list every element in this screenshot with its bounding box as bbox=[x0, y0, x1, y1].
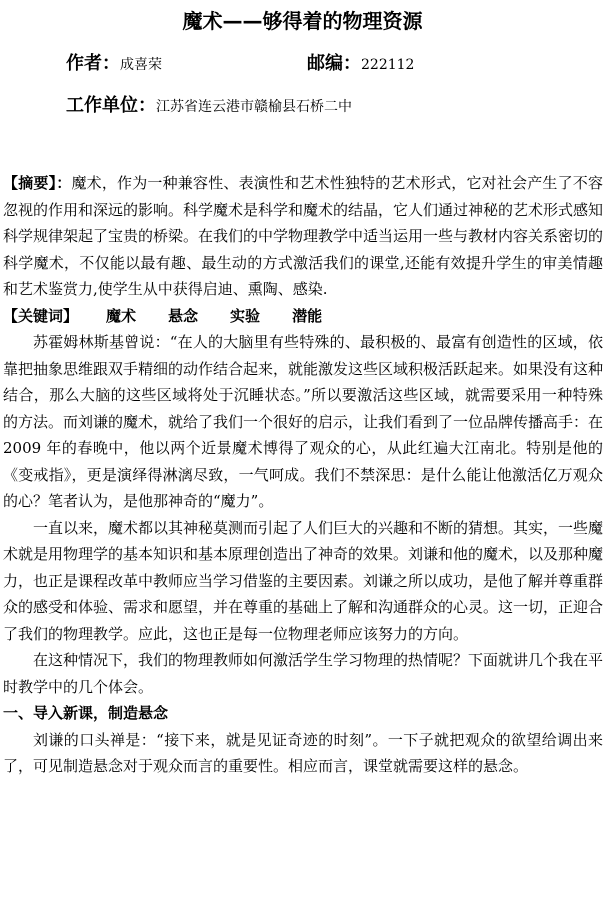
keywords-line bbox=[3, 303, 603, 330]
keyword-item: 悬念 bbox=[168, 306, 199, 325]
work-unit-name: 江苏省连云港市赣榆县石桥二中 bbox=[156, 99, 352, 115]
body-paragraph: 一直以来，魔术都以其神秘莫测而引起了人们巨大的兴趣和不断的猜想。其实，一些魔术就是用物理学的基本知识和基本原理创造出了神奇的效果。刘谦和他的魔术，以及那种魔力，也正是课程改革中教师应当学习借鉴的主要因素。刘谦之所以成功，是他了解并尊重群众的感受和体验、需求和愿望，并在尊重的基础上了解和沟通群众的心灵。这一切，正迎合了我们的物理教学。应此，这也正是每一位物理老师应该努力的方向。 bbox=[3, 518, 604, 643]
zip-line bbox=[307, 52, 414, 77]
keyword-item: 潜能 bbox=[292, 306, 323, 325]
author-label: 作者： bbox=[66, 53, 120, 74]
zip-code: 222112 bbox=[361, 57, 415, 73]
abstract-label: 【摘要】： bbox=[3, 174, 72, 192]
author-line bbox=[66, 52, 162, 77]
work-unit-line bbox=[66, 94, 352, 119]
keyword-item: 魔术 bbox=[106, 306, 137, 325]
section-heading: 一、导入新课，制造悬念 bbox=[3, 704, 169, 722]
keyword-item: 实验 bbox=[230, 306, 261, 325]
abstract-text: 魔术，作为一种兼容性、表演性和艺术性独特的艺术形式，它对社会产生了不容忽视的作用和深远的影响。科学魔术是科学和魔术的结晶，它人们通过神秘的艺术形式感知科学规律架起了宝贵的桥梁。在我们的中学物理教学中适当运用一些与教材内容关系密切的科学魔术，不仅能以最有趣、最生动的方式激活我们的课堂,还能有效提升学生的审美情趣和艺术鉴赏力,使学生从中获得启迪、熏陶、感染. bbox=[3, 174, 604, 298]
section-paragraph: 刘谦的口头禅是：“接下来，就是见证奇迹的时刻”。一下子就把观众的欲望给调出来了，可见制造悬念对于观众而言的重要性。相应而言，课堂就需要这样的悬念。 bbox=[3, 730, 603, 775]
document-title: 魔术——够得着的物理资源 bbox=[182, 9, 423, 33]
zip-label: 邮编： bbox=[307, 53, 361, 74]
abstract-paragraph bbox=[3, 170, 603, 303]
work-unit-label: 工作单位： bbox=[66, 95, 156, 116]
keywords-label: 【关键词】 bbox=[3, 306, 79, 325]
author-name: 成喜荣 bbox=[120, 57, 162, 73]
body-paragraph: 苏霍姆林斯基曾说：“在人的大脑里有些特殊的、最积极的、最富有创造性的区域，依靠把抽象思维跟双手精细的动作结合起来，就能激发这些区域积极活跃起来。如果没有这种结合，那么大脑的这些区域将处于沉睡状态。”所以要激活这些区域，就需要采用一种特殊的方法。而刘谦的魔术，就给了我们一个很好的启示，让我们看到了一位品牌传播高手：在 2009 年的春晚中，他以两个近景魔术博得了观众的心，从此红遍大江南北。特别是他的《变戒指》，更是演绎得淋漓尽致，一气呵成。我们不禁深思：是什么能让他激活亿万观众的心？笔者认为，是他那神奇的“魔力”。 bbox=[3, 333, 604, 510]
body-paragraph: 在这种情况下，我们的物理教师如何激活学生学习物理的热情呢？下面就讲几个我在平时教学中的几个体会。 bbox=[3, 651, 604, 696]
document-body bbox=[3, 170, 603, 780]
